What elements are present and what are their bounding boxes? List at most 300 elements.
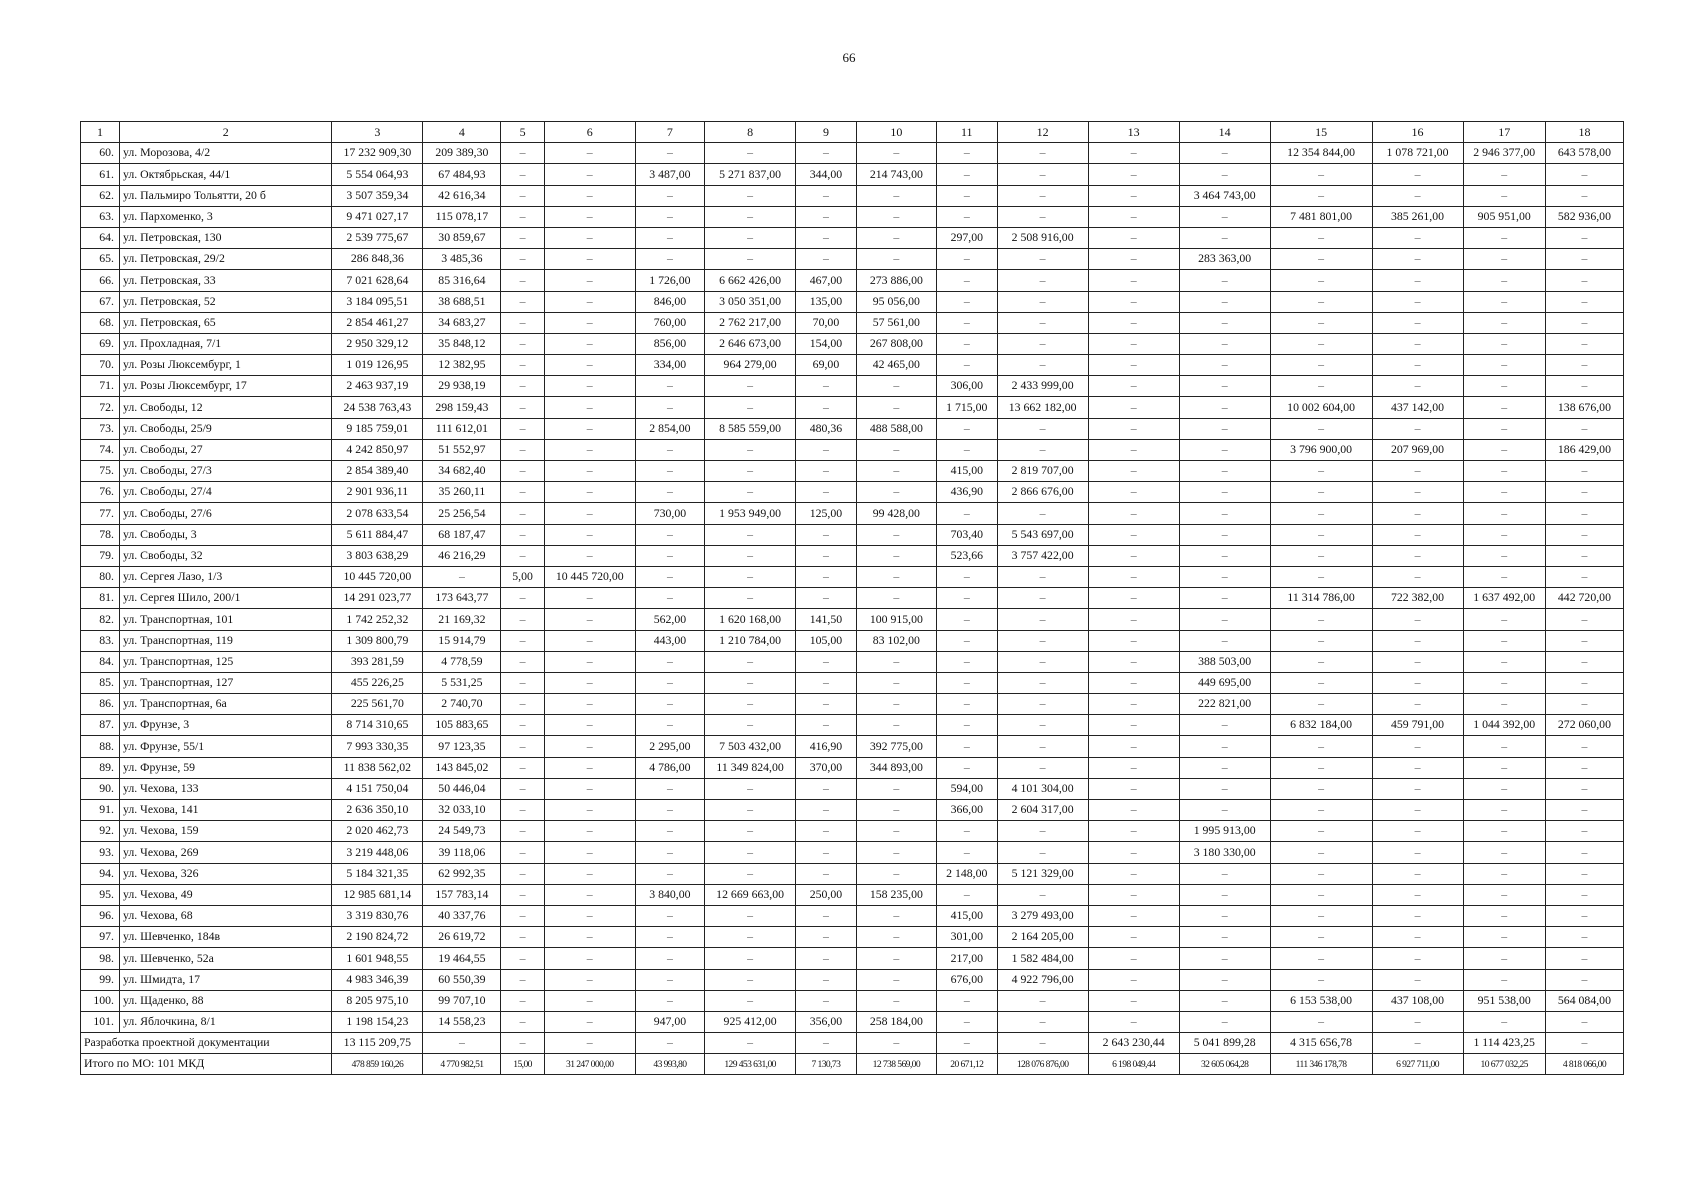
address-cell: ул. Прохладная, 7/1: [120, 333, 332, 354]
value-cell: 594,00: [936, 778, 997, 799]
value-cell: 10 002 604,00: [1270, 397, 1372, 418]
value-cell: –: [1372, 1033, 1463, 1054]
value-cell: 2 646 673,00: [705, 333, 796, 354]
value-cell: 2 946 377,00: [1463, 143, 1545, 164]
value-cell: 298 159,43: [423, 397, 501, 418]
value-cell: –: [501, 778, 544, 799]
value-cell: –: [1088, 842, 1179, 863]
value-cell: –: [1179, 800, 1270, 821]
value-cell: –: [501, 842, 544, 863]
value-cell: –: [997, 1033, 1088, 1054]
value-cell: –: [501, 418, 544, 439]
value-cell: –: [501, 905, 544, 926]
value-cell: –: [997, 503, 1088, 524]
value-cell: –: [544, 672, 635, 693]
value-cell: –: [1270, 863, 1372, 884]
value-cell: –: [1372, 927, 1463, 948]
value-cell: –: [635, 1033, 704, 1054]
value-cell: –: [1372, 355, 1463, 376]
value-cell: –: [1179, 376, 1270, 397]
value-cell: 70,00: [796, 312, 857, 333]
value-cell: –: [997, 566, 1088, 587]
table-row: [81, 206, 1624, 227]
value-cell: –: [1463, 884, 1545, 905]
value-cell: 35 260,11: [423, 482, 501, 503]
total-value-cell: 15,00: [501, 1054, 544, 1075]
value-cell: –: [1270, 185, 1372, 206]
table-row: [81, 609, 1624, 630]
row-number-cell: 80.: [81, 566, 120, 587]
address-cell: ул. Пальмиро Тольятти, 20 б: [120, 185, 332, 206]
value-cell: –: [1088, 990, 1179, 1011]
value-cell: –: [1270, 355, 1372, 376]
value-cell: 3 507 359,34: [332, 185, 423, 206]
address-cell: ул. Пархоменко, 3: [120, 206, 332, 227]
table-row: [81, 927, 1624, 948]
value-cell: –: [501, 503, 544, 524]
value-cell: –: [796, 545, 857, 566]
value-cell: –: [544, 376, 635, 397]
value-cell: –: [1179, 990, 1270, 1011]
total-value-cell: 10 677 032,25: [1463, 1054, 1545, 1075]
value-cell: 3 219 448,06: [332, 842, 423, 863]
value-cell: –: [796, 461, 857, 482]
value-cell: –: [1372, 821, 1463, 842]
value-cell: –: [635, 227, 704, 248]
value-cell: –: [936, 439, 997, 460]
address-cell: ул. Сергея Лазо, 1/3: [120, 566, 332, 587]
value-cell: –: [1463, 736, 1545, 757]
value-cell: 8 585 559,00: [705, 418, 796, 439]
value-cell: –: [1270, 609, 1372, 630]
value-cell: –: [544, 333, 635, 354]
table-row: [81, 778, 1624, 799]
address-cell: ул. Петровская, 130: [120, 227, 332, 248]
value-cell: –: [936, 736, 997, 757]
value-cell: 3 319 830,76: [332, 905, 423, 926]
row-number-cell: 62.: [81, 185, 120, 206]
table-row: [81, 651, 1624, 672]
value-cell: –: [1463, 355, 1545, 376]
table-row: [81, 482, 1624, 503]
row-number-cell: 76.: [81, 482, 120, 503]
value-cell: –: [501, 990, 544, 1011]
value-cell: 2 295,00: [635, 736, 704, 757]
value-cell: –: [1270, 694, 1372, 715]
value-cell: 730,00: [635, 503, 704, 524]
value-cell: 29 938,19: [423, 376, 501, 397]
value-cell: –: [1545, 927, 1623, 948]
value-cell: –: [1179, 588, 1270, 609]
value-cell: –: [997, 143, 1088, 164]
table-row: [81, 143, 1624, 164]
value-cell: 1 726,00: [635, 270, 704, 291]
total-value-cell: 478 859 160,26: [332, 1054, 423, 1075]
value-cell: –: [1179, 566, 1270, 587]
value-cell: –: [1545, 800, 1623, 821]
column-number-cell: 9: [796, 122, 857, 143]
address-cell: ул. Свободы, 12: [120, 397, 332, 418]
value-cell: –: [1179, 778, 1270, 799]
value-cell: –: [1088, 249, 1179, 270]
value-cell: 703,40: [936, 524, 997, 545]
value-cell: –: [1545, 482, 1623, 503]
value-cell: –: [501, 482, 544, 503]
value-cell: –: [1270, 948, 1372, 969]
value-cell: –: [635, 672, 704, 693]
value-cell: –: [1372, 630, 1463, 651]
value-cell: –: [936, 884, 997, 905]
value-cell: –: [544, 397, 635, 418]
value-cell: –: [544, 206, 635, 227]
value-cell: –: [501, 630, 544, 651]
address-cell: ул. Яблочкина, 8/1: [120, 1011, 332, 1032]
total-value-cell: 128 076 876,00: [997, 1054, 1088, 1075]
value-cell: –: [856, 948, 936, 969]
value-cell: –: [544, 630, 635, 651]
value-cell: –: [705, 863, 796, 884]
value-cell: 1 019 126,95: [332, 355, 423, 376]
value-cell: –: [1545, 461, 1623, 482]
value-cell: –: [501, 439, 544, 460]
value-cell: 67 484,93: [423, 164, 501, 185]
table-row: [81, 524, 1624, 545]
value-cell: 34 683,27: [423, 312, 501, 333]
value-cell: –: [856, 927, 936, 948]
value-cell: –: [501, 821, 544, 842]
value-cell: –: [705, 376, 796, 397]
value-cell: –: [1545, 948, 1623, 969]
table-row: [81, 1011, 1624, 1032]
value-cell: –: [997, 1011, 1088, 1032]
value-cell: –: [796, 227, 857, 248]
value-cell: –: [796, 482, 857, 503]
value-cell: 99 428,00: [856, 503, 936, 524]
value-cell: –: [635, 249, 704, 270]
value-cell: –: [1463, 291, 1545, 312]
value-cell: –: [856, 969, 936, 990]
value-cell: –: [856, 842, 936, 863]
value-cell: 1 742 252,32: [332, 609, 423, 630]
address-cell: ул. Шевченко, 184в: [120, 927, 332, 948]
value-cell: –: [796, 566, 857, 587]
row-number-cell: 71.: [81, 376, 120, 397]
column-number-row: [81, 122, 1624, 143]
value-cell: –: [705, 397, 796, 418]
column-number-cell: 17: [1463, 122, 1545, 143]
value-cell: 306,00: [936, 376, 997, 397]
row-number-cell: 97.: [81, 927, 120, 948]
value-cell: –: [1372, 418, 1463, 439]
address-cell: ул. Фрунзе, 3: [120, 715, 332, 736]
value-cell: –: [1545, 651, 1623, 672]
value-cell: 1 582 484,00: [997, 948, 1088, 969]
value-cell: 138 676,00: [1545, 397, 1623, 418]
value-cell: –: [1463, 863, 1545, 884]
value-cell: –: [544, 884, 635, 905]
value-cell: –: [997, 270, 1088, 291]
value-cell: –: [1088, 291, 1179, 312]
value-cell: –: [1545, 376, 1623, 397]
row-number-cell: 87.: [81, 715, 120, 736]
value-cell: 7 993 330,35: [332, 736, 423, 757]
address-cell: ул. Чехова, 269: [120, 842, 332, 863]
total-row: [81, 1054, 1624, 1075]
value-cell: –: [1270, 227, 1372, 248]
value-cell: –: [1463, 905, 1545, 926]
value-cell: –: [997, 164, 1088, 185]
value-cell: –: [544, 355, 635, 376]
address-cell: ул. Фрунзе, 59: [120, 757, 332, 778]
row-number-cell: 64.: [81, 227, 120, 248]
value-cell: –: [856, 821, 936, 842]
value-cell: –: [1179, 927, 1270, 948]
value-cell: –: [501, 609, 544, 630]
value-cell: –: [1088, 927, 1179, 948]
value-cell: –: [1545, 355, 1623, 376]
value-cell: –: [501, 312, 544, 333]
value-cell: 209 389,30: [423, 143, 501, 164]
value-cell: –: [1372, 164, 1463, 185]
value-cell: –: [705, 800, 796, 821]
value-cell: –: [544, 927, 635, 948]
value-cell: –: [1463, 672, 1545, 693]
value-cell: –: [1088, 333, 1179, 354]
value-cell: 2 643 230,44: [1088, 1033, 1179, 1054]
column-number-cell: 11: [936, 122, 997, 143]
value-cell: –: [997, 333, 1088, 354]
table-row: [81, 249, 1624, 270]
address-cell: ул. Морозова, 4/2: [120, 143, 332, 164]
value-cell: 3 796 900,00: [1270, 439, 1372, 460]
value-cell: 415,00: [936, 461, 997, 482]
value-cell: –: [635, 969, 704, 990]
value-cell: 467,00: [796, 270, 857, 291]
value-cell: –: [705, 461, 796, 482]
value-cell: 760,00: [635, 312, 704, 333]
value-cell: 62 992,35: [423, 863, 501, 884]
value-cell: –: [856, 1033, 936, 1054]
value-cell: 14 558,23: [423, 1011, 501, 1032]
value-cell: –: [796, 206, 857, 227]
value-cell: –: [544, 863, 635, 884]
value-cell: –: [544, 482, 635, 503]
value-cell: –: [796, 863, 857, 884]
value-cell: 2 078 633,54: [332, 503, 423, 524]
value-cell: –: [1463, 376, 1545, 397]
value-cell: –: [796, 927, 857, 948]
value-cell: –: [1463, 969, 1545, 990]
row-number-cell: 86.: [81, 694, 120, 715]
value-cell: –: [997, 990, 1088, 1011]
value-cell: –: [856, 863, 936, 884]
value-cell: 34 682,40: [423, 461, 501, 482]
value-cell: –: [544, 185, 635, 206]
value-cell: –: [1545, 291, 1623, 312]
value-cell: 60 550,39: [423, 969, 501, 990]
value-cell: –: [856, 249, 936, 270]
address-cell: ул. Розы Люксембург, 17: [120, 376, 332, 397]
value-cell: 344,00: [796, 164, 857, 185]
address-program-table: [80, 121, 1624, 1075]
value-cell: 388 503,00: [1179, 651, 1270, 672]
value-cell: –: [796, 143, 857, 164]
value-cell: 2 866 676,00: [997, 482, 1088, 503]
total-value-cell: 111 346 178,78: [1270, 1054, 1372, 1075]
value-cell: 157 783,14: [423, 884, 501, 905]
row-number-cell: 69.: [81, 333, 120, 354]
value-cell: –: [1372, 905, 1463, 926]
value-cell: –: [544, 694, 635, 715]
value-cell: –: [1179, 524, 1270, 545]
value-cell: –: [1270, 736, 1372, 757]
value-cell: 14 291 023,77: [332, 588, 423, 609]
value-cell: –: [544, 842, 635, 863]
value-cell: –: [796, 694, 857, 715]
value-cell: 6 153 538,00: [1270, 990, 1372, 1011]
value-cell: –: [997, 757, 1088, 778]
table-row: [81, 757, 1624, 778]
value-cell: 115 078,17: [423, 206, 501, 227]
value-cell: –: [635, 948, 704, 969]
value-cell: –: [856, 524, 936, 545]
value-cell: –: [1270, 482, 1372, 503]
total-value-cell: 6 198 049,44: [1088, 1054, 1179, 1075]
value-cell: 523,66: [936, 545, 997, 566]
value-cell: 297,00: [936, 227, 997, 248]
value-cell: –: [1179, 715, 1270, 736]
value-cell: 214 743,00: [856, 164, 936, 185]
address-cell: ул. Петровская, 52: [120, 291, 332, 312]
value-cell: –: [1179, 630, 1270, 651]
value-cell: –: [936, 715, 997, 736]
value-cell: 964 279,00: [705, 355, 796, 376]
value-cell: 272 060,00: [1545, 715, 1623, 736]
value-cell: 4 786,00: [635, 757, 704, 778]
value-cell: –: [501, 376, 544, 397]
value-cell: 35 848,12: [423, 333, 501, 354]
value-cell: –: [1270, 312, 1372, 333]
value-cell: 449 695,00: [1179, 672, 1270, 693]
value-cell: –: [856, 990, 936, 1011]
value-cell: –: [705, 694, 796, 715]
value-cell: –: [635, 461, 704, 482]
total-value-cell: 43 993,80: [635, 1054, 704, 1075]
value-cell: –: [1545, 757, 1623, 778]
address-cell: ул. Свободы, 25/9: [120, 418, 332, 439]
value-cell: –: [1088, 694, 1179, 715]
value-cell: –: [1545, 609, 1623, 630]
total-value-cell: 12 738 569,00: [856, 1054, 936, 1075]
value-cell: –: [1179, 884, 1270, 905]
value-cell: –: [936, 185, 997, 206]
value-cell: –: [796, 185, 857, 206]
value-cell: –: [705, 249, 796, 270]
value-cell: –: [544, 270, 635, 291]
address-cell: ул. Петровская, 29/2: [120, 249, 332, 270]
value-cell: 301,00: [936, 927, 997, 948]
table-row: [81, 461, 1624, 482]
value-cell: –: [796, 524, 857, 545]
value-cell: –: [544, 905, 635, 926]
value-cell: –: [635, 376, 704, 397]
column-number-cell: 10: [856, 122, 936, 143]
table-row: [81, 418, 1624, 439]
table-row: [81, 355, 1624, 376]
design-documentation-row: [81, 1033, 1624, 1054]
value-cell: –: [997, 206, 1088, 227]
value-cell: –: [1545, 969, 1623, 990]
address-cell: ул. Транспортная, 6а: [120, 694, 332, 715]
value-cell: 392 775,00: [856, 736, 936, 757]
value-cell: –: [1372, 185, 1463, 206]
value-cell: –: [1270, 503, 1372, 524]
column-number-cell: 5: [501, 122, 544, 143]
value-cell: 2 762 217,00: [705, 312, 796, 333]
value-cell: –: [997, 418, 1088, 439]
value-cell: –: [501, 588, 544, 609]
value-cell: –: [997, 291, 1088, 312]
value-cell: –: [1179, 948, 1270, 969]
value-cell: –: [997, 651, 1088, 672]
value-cell: –: [1463, 185, 1545, 206]
table-row: [81, 630, 1624, 651]
value-cell: –: [705, 905, 796, 926]
value-cell: –: [997, 630, 1088, 651]
value-cell: –: [936, 609, 997, 630]
value-cell: –: [1179, 291, 1270, 312]
value-cell: –: [796, 778, 857, 799]
value-cell: –: [501, 206, 544, 227]
value-cell: 13 662 182,00: [997, 397, 1088, 418]
total-value-cell: 4 770 982,51: [423, 1054, 501, 1075]
value-cell: –: [1270, 566, 1372, 587]
value-cell: –: [796, 842, 857, 863]
row-number-cell: 100.: [81, 990, 120, 1011]
value-cell: –: [544, 1033, 635, 1054]
value-cell: 7 481 801,00: [1270, 206, 1372, 227]
value-cell: 32 033,10: [423, 800, 501, 821]
value-cell: –: [635, 842, 704, 863]
value-cell: –: [705, 206, 796, 227]
value-cell: 2 854 389,40: [332, 461, 423, 482]
value-cell: –: [1372, 249, 1463, 270]
value-cell: 258 184,00: [856, 1011, 936, 1032]
value-cell: –: [936, 1011, 997, 1032]
value-cell: –: [1270, 672, 1372, 693]
row-number-cell: 82.: [81, 609, 120, 630]
value-cell: –: [544, 1011, 635, 1032]
value-cell: 2 433 999,00: [997, 376, 1088, 397]
value-cell: –: [1545, 863, 1623, 884]
value-cell: –: [1088, 672, 1179, 693]
value-cell: 564 084,00: [1545, 990, 1623, 1011]
value-cell: –: [936, 333, 997, 354]
value-cell: –: [1372, 503, 1463, 524]
value-cell: –: [856, 800, 936, 821]
value-cell: –: [936, 291, 997, 312]
value-cell: –: [1545, 736, 1623, 757]
value-cell: –: [635, 651, 704, 672]
value-cell: 4 101 304,00: [997, 778, 1088, 799]
value-cell: 4 315 656,78: [1270, 1033, 1372, 1054]
row-number-cell: 75.: [81, 461, 120, 482]
value-cell: –: [936, 355, 997, 376]
value-cell: –: [1545, 333, 1623, 354]
value-cell: 488 588,00: [856, 418, 936, 439]
value-cell: 947,00: [635, 1011, 704, 1032]
address-cell: ул. Свободы, 3: [120, 524, 332, 545]
